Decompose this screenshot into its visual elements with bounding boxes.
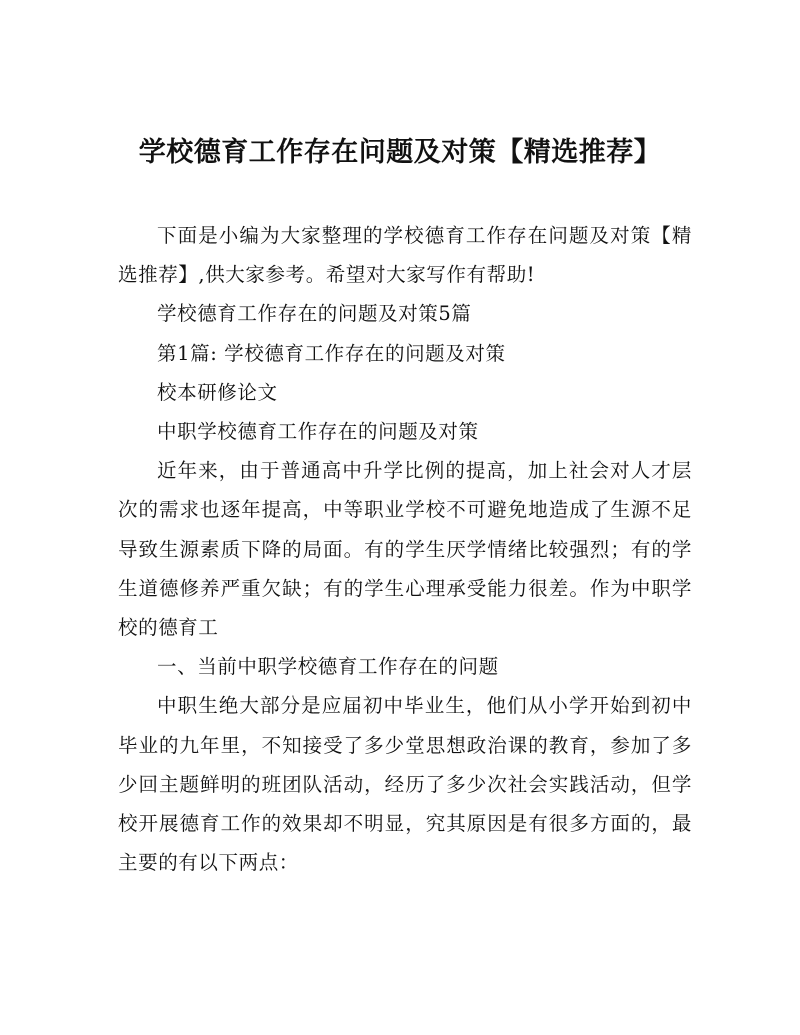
document-title: 学校德育工作存在问题及对策【精选推荐】 <box>138 137 662 168</box>
paper-label: 校本研修论文 <box>157 380 278 404</box>
body-paragraph: 中职生绝大部分是应届初中毕业生，他们从小学开始到初中毕业的九年里，不知接受了多少堂思想政治课的教育，参加了多少回主题鲜明的班团队活动，经历了多少次社会实践活动，但学校开展德育工作的效果却不明显，究其原因是有很多方面的，最主要的有以下两点： <box>118 694 692 875</box>
body-paragraph: 近年来，由于普通高中升学比例的提高，加上社会对人才层次的需求也逐年提高，中等职业学校不可避免地造成了生源不足导致生源素质下降的局面。有的学生厌学情绪比较强烈；有的学生道德修养严重欠缺；有的学生心理承受能力很差。作为中职学校的德育工 <box>118 459 692 640</box>
section-heading: 一、当前中职学校德育工作存在的问题 <box>157 655 499 679</box>
article-title: 中职学校德育工作存在的问题及对策 <box>157 420 479 444</box>
document-body <box>118 216 692 882</box>
intro-paragraph: 下面是小编为大家整理的学校德育工作存在问题及对策【精选推荐】,供大家参考。希望对大家写作有帮助! <box>118 224 692 287</box>
section-heading-part1: 第1篇: 学校德育工作存在的问题及对策 <box>157 341 506 365</box>
subtitle-line: 学校德育工作存在的问题及对策5篇 <box>157 302 472 326</box>
